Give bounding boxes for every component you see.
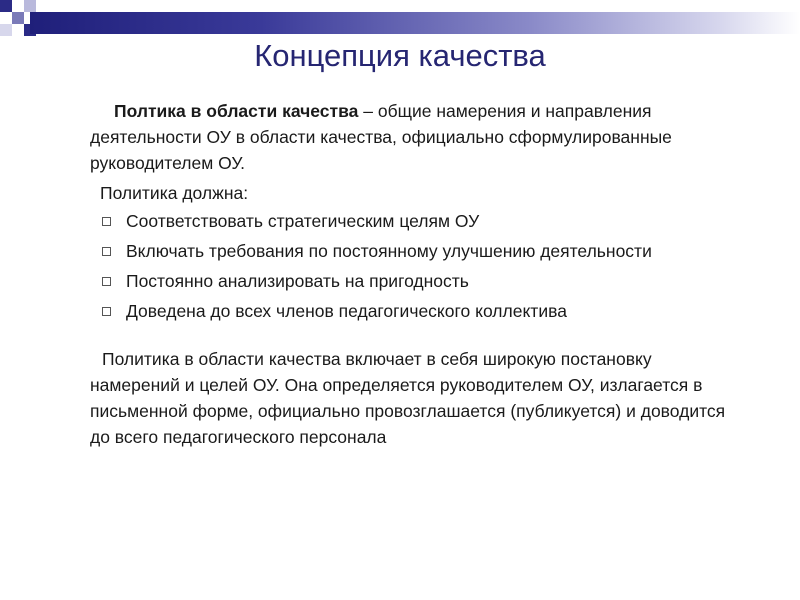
bullet-list	[90, 208, 730, 324]
slide-title: Концепция качества	[254, 38, 546, 73]
bullet-item	[90, 268, 730, 294]
decor-square	[0, 0, 12, 12]
decor-square	[0, 24, 12, 36]
subhead: Политика должна:	[100, 183, 249, 203]
header-band	[30, 12, 800, 34]
intro-term: Полтика в области качества	[114, 101, 359, 121]
bullet-item	[90, 238, 730, 264]
square-bullet-icon	[102, 307, 111, 316]
bullet-item	[90, 208, 730, 234]
slide-body	[90, 98, 730, 450]
square-bullet-icon	[102, 217, 111, 226]
bullet-text: Постоянно анализировать на пригодность	[126, 271, 469, 291]
bullet-text: Соответствовать стратегическим целям ОУ	[126, 211, 480, 231]
bullet-text: Включать требования по постоянному улучшению деятельности	[126, 241, 652, 261]
bullet-item	[90, 298, 730, 324]
closing-paragraph: Политика в области качества включает в себя широкую постановку намерений и целей ОУ. Она определяется руководителем ОУ, излагается в письменной форме, официально провозглашается (публикуется) и доводится до всего педагогического персонала	[90, 349, 726, 447]
square-bullet-icon	[102, 247, 111, 256]
square-bullet-icon	[102, 277, 111, 286]
decor-square	[24, 0, 36, 12]
intro-paragraph	[90, 98, 730, 176]
intro-definition: – общие намерения и направления деятельности ОУ в области качества, официально сформулированные руководителем ОУ.	[90, 101, 672, 173]
decor-square	[12, 12, 24, 24]
bullet-text: Доведена до всех членов педагогического коллектива	[126, 301, 567, 321]
